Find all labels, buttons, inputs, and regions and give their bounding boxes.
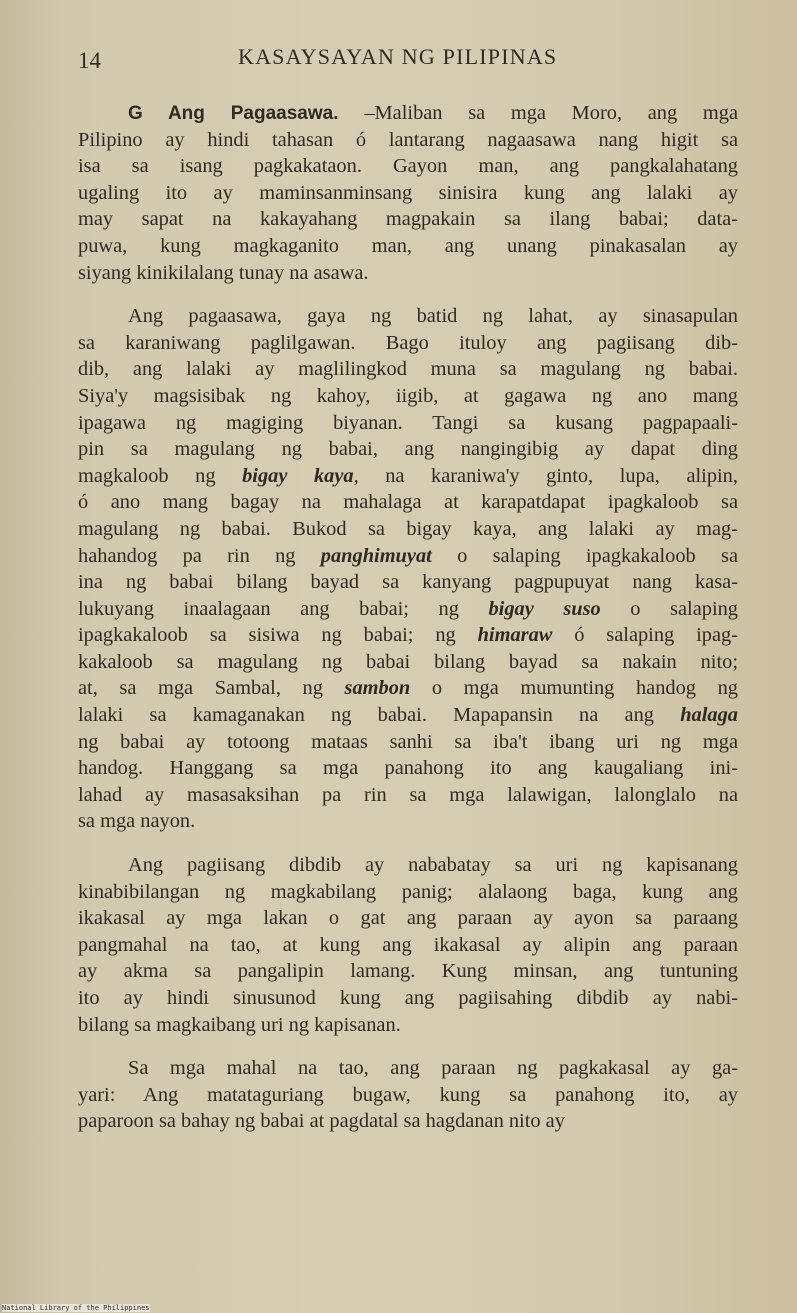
- text-line: Ang pagaasawa, gaya ng batid ng lahat, ay sinasapulan: [128, 305, 738, 328]
- text-line: ó ano mang bagay na mahalaga at karapatdapat ipagkaloob sa: [78, 491, 738, 514]
- text-line: siyang kinikilalang tunay na asawa.: [78, 261, 369, 284]
- text-line: ipagawa ng magiging biyanan. Tangi sa kusang pagpapaali-: [78, 411, 738, 434]
- library-footer: National Library of the Philippines: [2, 1304, 150, 1312]
- text-line: ay akma sa pangalipin lamang. Kung minsan, ang tuntuning: [78, 960, 738, 983]
- text-line: puwa, kung magkaganito man, ang unang pinakasalan ay: [78, 234, 738, 257]
- text-line: bilang sa magkaibang uri ng kapisanan.: [78, 1013, 401, 1036]
- text-line: dib, ang lalaki ay maglilingkod muna sa magulang ng babai.: [78, 358, 738, 381]
- text-line: Siya'y magsisibak ng kahoy, iigib, at gagawa ng ano mang: [78, 384, 738, 407]
- text-line: ikakasal ay mga lakan o gat ang paraan ay ayon sa paraang: [78, 907, 738, 930]
- paragraph: [78, 1055, 738, 1135]
- running-title: KASAYSAYAN NG PILIPINAS: [238, 44, 558, 69]
- section-heading: G Ang Pagaasawa.: [128, 103, 365, 124]
- text-line: ugaling ito ay maminsanminsang sinisira kung ang lalaki ay: [78, 181, 738, 204]
- text-line: Ang pagiisang dibdib ay nababatay sa uri ng kapisanang: [128, 854, 738, 877]
- italic-term: himaraw: [477, 624, 553, 647]
- text-line: magkaloob ng bigay kaya, na karaniwa'y ginto, lupa, alipin,: [78, 464, 738, 487]
- body-text: [78, 100, 738, 1152]
- italic-term: sambon: [344, 677, 411, 700]
- italic-term: bigay suso: [488, 597, 601, 620]
- text-line: Sa mga mahal na tao, ang paraan ng pagkakasal ay ga-: [128, 1057, 738, 1080]
- text-line: ina ng babai bilang bayad sa kanyang pagpupuyat nang kasa-: [78, 571, 738, 594]
- text-line: kinabibilangan ng magkabilang panig; alalaong baga, kung ang: [78, 880, 738, 903]
- text-line: lukuyang inaalagaan ang babai; ng bigay suso o salaping: [78, 597, 739, 620]
- text-line: at, sa mga Sambal, ng sambon o mga mumunting handog ng: [78, 677, 738, 700]
- text-line: may sapat na kakayahang magpakain sa ilang babai; data-: [78, 208, 738, 231]
- text-line: pin sa magulang ng babai, ang nangingibig ay dapat ding: [78, 438, 738, 461]
- text-line: handog. Hanggang sa mga panahong ito ang kaugaliang ini-: [78, 757, 738, 780]
- text-line: ng babai ay totoong mataas sanhi sa iba't ibang uri ng mga: [78, 730, 738, 753]
- italic-term: halaga: [680, 704, 738, 727]
- text-line: pangmahal na tao, at kung ang ikakasal ay alipin ang paraan: [78, 933, 738, 956]
- text-line: magulang ng babai. Bukod sa bigay kaya, ang lalaki ay mag-: [78, 517, 738, 540]
- text-line: sa karaniwang paglilgawan. Bago ituloy ang pagiisang dib-: [78, 331, 738, 354]
- text-line: lahad ay masasaksihan pa rin sa mga lalawigan, lalonglalo na: [78, 783, 738, 806]
- text-line: ito ay hindi sinusunod kung ang pagiisahing dibdib ay nabi-: [78, 987, 738, 1009]
- text-line: isa sa isang pagkakataon. Gayon man, ang pangkalahatang: [78, 155, 738, 178]
- italic-term: panghimuyat: [320, 544, 432, 567]
- text-line: hahandog pa rin ng panghimuyat o salaping ipagkakaloob sa: [78, 544, 738, 567]
- text-line: sa mga nayon.: [78, 810, 196, 833]
- italic-term: bigay kaya: [242, 464, 354, 487]
- text-line: kakaloob sa magulang ng babai bilang bayad sa nakain nito;: [78, 650, 738, 673]
- page-number: 14: [78, 48, 101, 73]
- text-line: paparoon sa bahay ng babai at pagdatal sa hagdanan nito ay: [78, 1110, 565, 1133]
- page-header: [78, 44, 738, 74]
- paragraph: [78, 100, 738, 286]
- text-line: ipagkakaloob sa sisiwa ng babai; ng himaraw ó salaping ipag-: [78, 624, 738, 647]
- text-line: G Ang Pagaasawa. –Maliban sa mga Moro, ang mga: [128, 102, 738, 124]
- text-line: lalaki sa kamaganakan ng babai. Mapapansin na ang halaga: [78, 704, 738, 727]
- text-line: Pilipino ay hindi tahasan ó lantarang nagaasawa nang higit sa: [78, 128, 738, 151]
- paragraph: [78, 303, 738, 835]
- text-line: yari: Ang matataguriang bugaw, kung sa panahong ito, ay: [78, 1083, 738, 1106]
- paragraph: [78, 852, 738, 1038]
